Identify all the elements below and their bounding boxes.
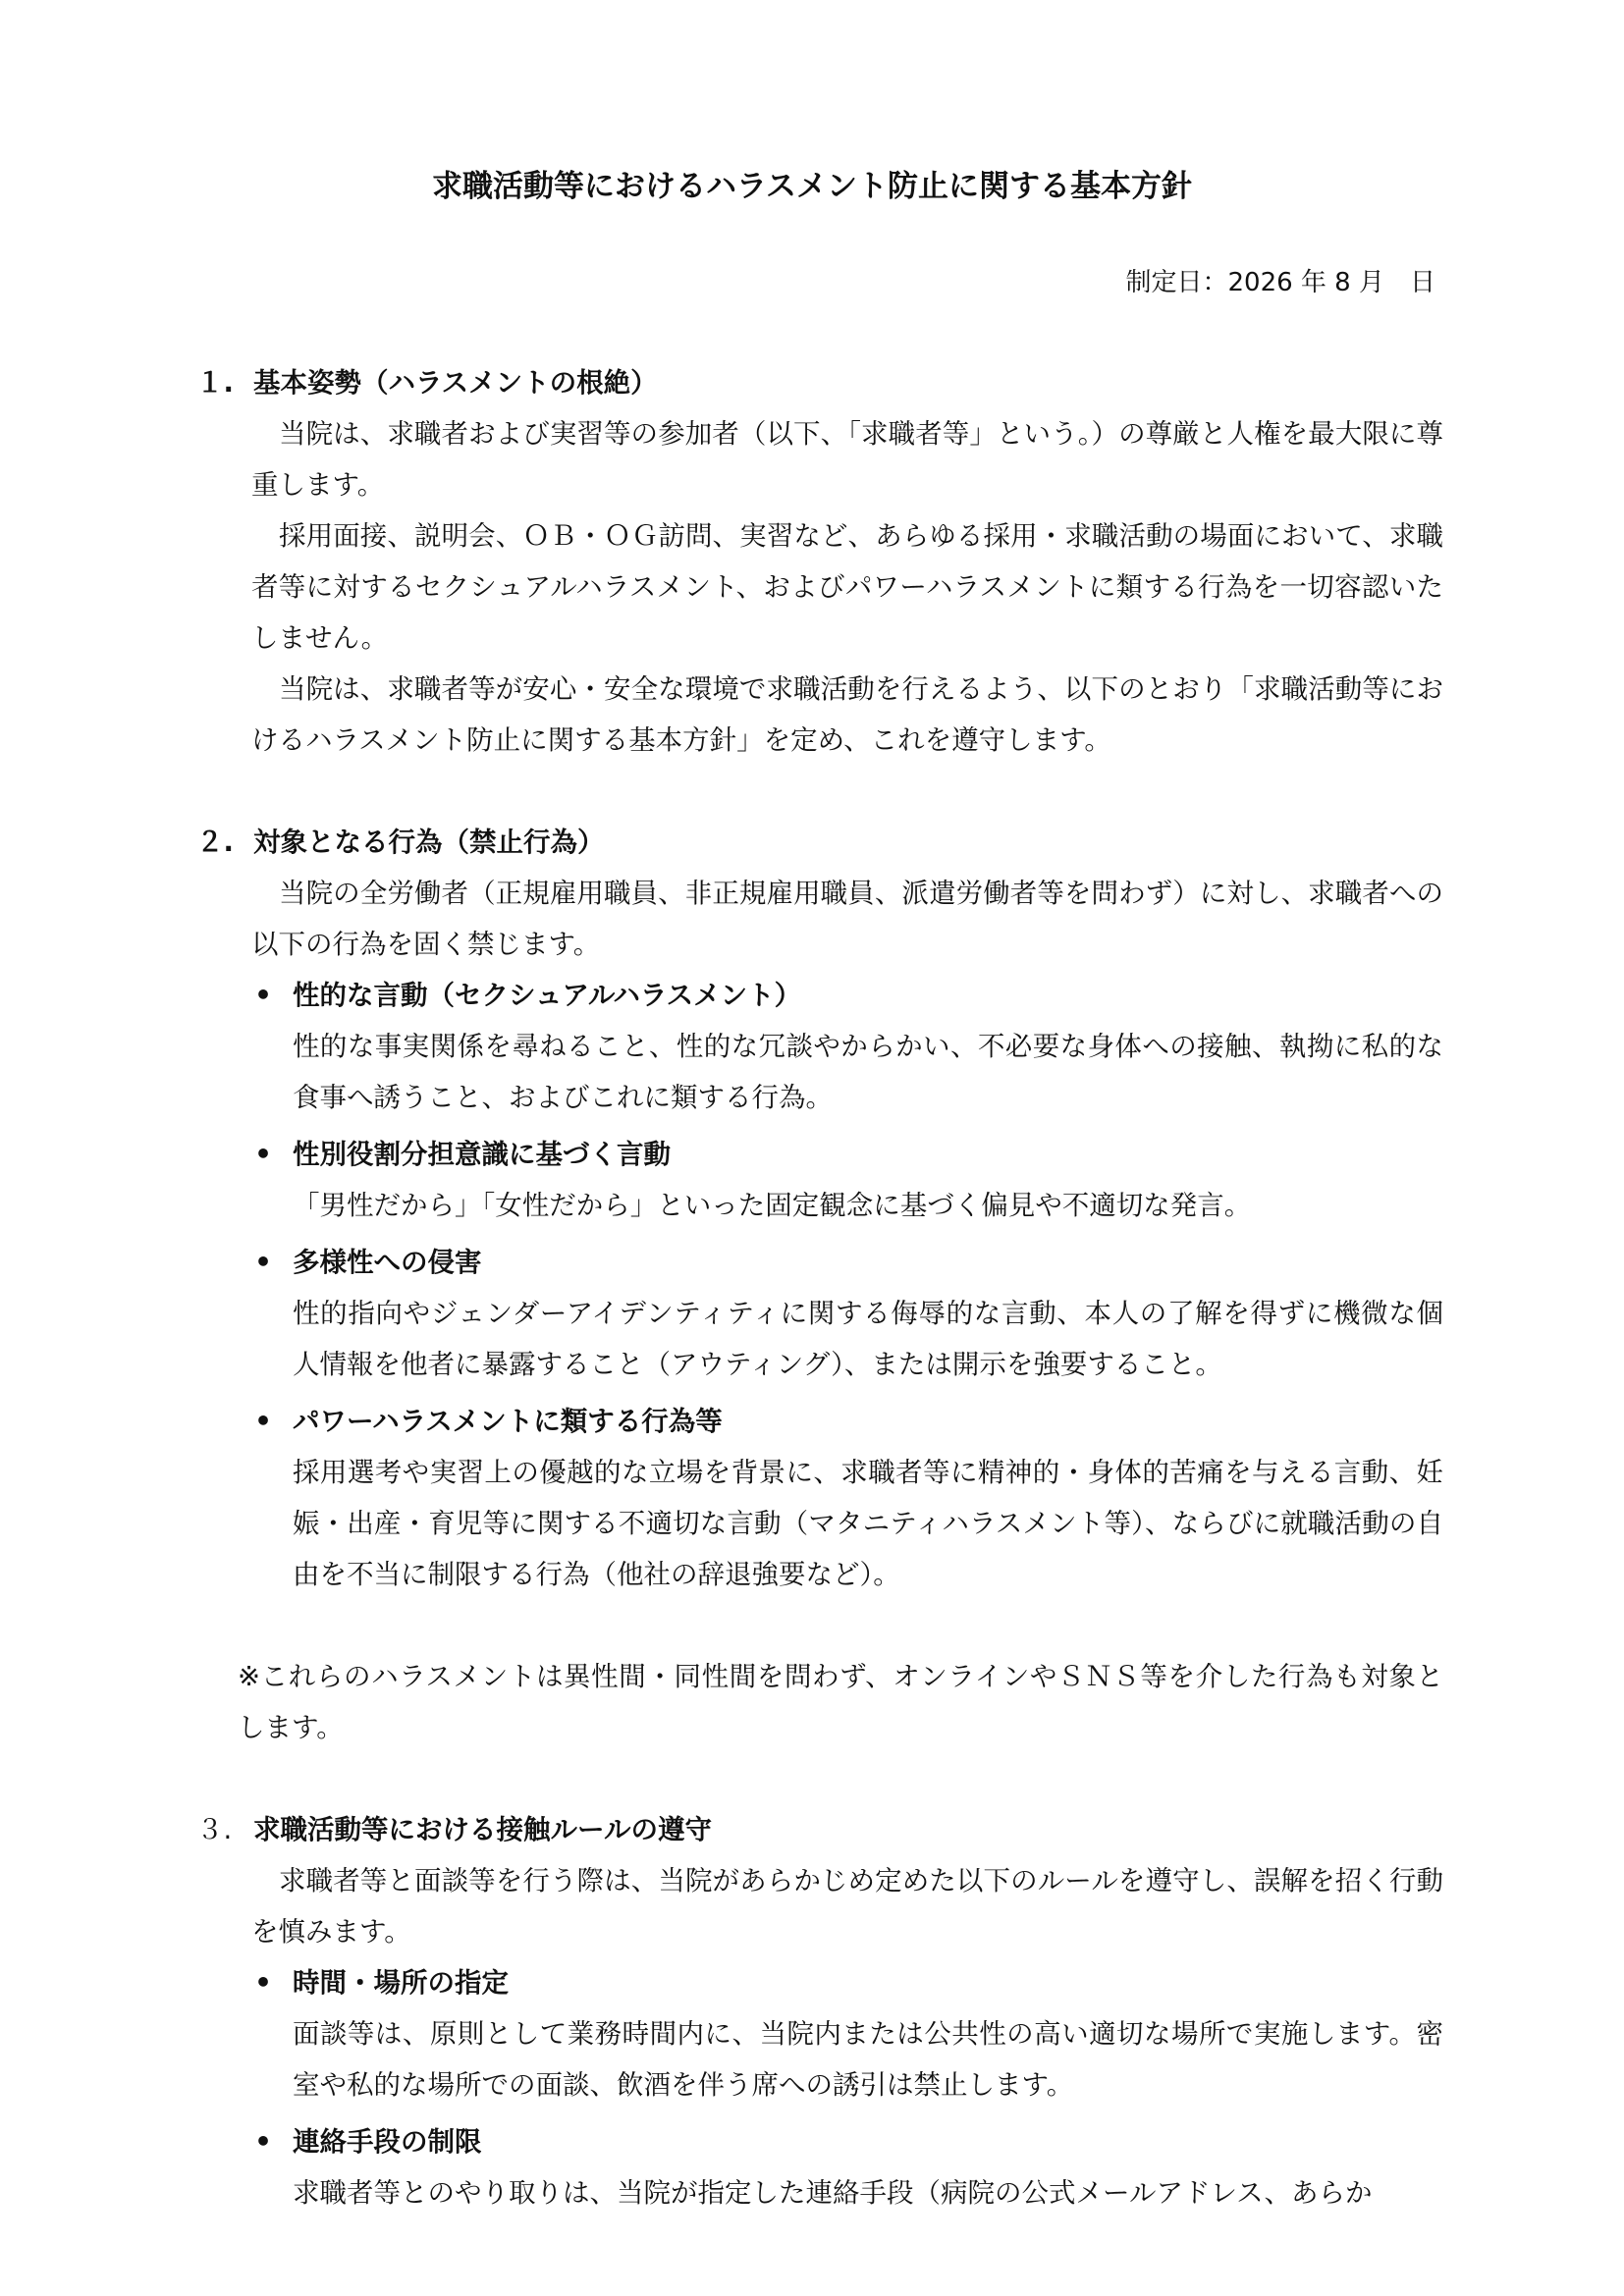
bullet-icon: •: [254, 1967, 272, 1999]
list-item-body: 採用選考や実習上の優越的な立場を背景に、求職者等に精神的・身体的苦痛を与える言動、妊娠・出産・育児等に関する不適切な言動（マタニティハラスメント等）、ならびに就職活動の自由を不当に制限する行為（他社の辞退強要など）。: [293, 1457, 1443, 1590]
section-title: 求職活動等における接触ルールの遵守: [253, 1814, 712, 1845]
bullet-icon: •: [254, 1139, 272, 1170]
section-prohibited-acts: [196, 817, 1443, 1753]
list-item: [251, 2116, 1443, 2218]
paragraph: 採用面接、説明会、ＯＢ・ＯＧ訪問、実習など、あらゆる採用・求職活動の場面において、求職者等に対するセクシュアルハラスメント、およびパワーハラスメントに類する行為を一切容認いたしません。: [251, 520, 1443, 654]
list-item: [251, 1957, 1443, 2110]
bullet-icon: •: [254, 2126, 272, 2158]
list-item-heading: 性別役割分担意識に基づく言動: [293, 1139, 671, 1170]
bullet-icon: •: [254, 980, 272, 1011]
list-item: [251, 1396, 1443, 1600]
section-basic-stance: [196, 357, 1443, 766]
list-item-body: 求職者等とのやり取りは、当院が指定した連絡手段（病院の公式メールアドレス、あらか: [293, 2177, 1373, 2209]
document-body: [196, 357, 1443, 2224]
bullet-icon: •: [254, 1247, 272, 1278]
paragraph: 当院は、求職者等が安心・安全な環境で求職活動を行えるよう、以下のとおり「求職活動等におけるハラスメント防止に関する基本方針」を定め、これを遵守します。: [251, 673, 1443, 756]
enactment-date: 制定日：2026 年 8 月 日: [1125, 268, 1435, 297]
section-number: ２.: [196, 827, 234, 858]
list-item-heading: 性的な言動（セクシュアルハラスメント）: [293, 980, 802, 1011]
section-title: 基本姿勢（ハラスメントの根絶）: [253, 367, 658, 399]
prohibited-acts-list: [196, 970, 1443, 1600]
list-item-heading: 時間・場所の指定: [293, 1967, 509, 1999]
list-item-heading: パワーハラスメントに類する行為等: [293, 1406, 723, 1437]
list-item-body: 「男性だから」「女性だから」といった固定観念に基づく偏見や不適切な発言。: [293, 1190, 1252, 1221]
document-title: 求職活動等におけるハラスメント防止に関する基本方針: [431, 169, 1193, 204]
bullet-icon: •: [254, 1406, 272, 1437]
paragraph: 当院は、求職者および実習等の参加者（以下、「求職者等」という。）の尊厳と人権を最大限に尊重します。: [251, 418, 1443, 501]
list-item-body: 性的指向やジェンダーアイデンティティに関する侮辱的な言動、本人の了解を得ずに機微な個人情報を他者に暴露すること（アウティング）、または開示を強要すること。: [293, 1298, 1443, 1380]
list-item: [251, 970, 1443, 1123]
section-number: ３.: [196, 1814, 233, 1845]
note: ※これらのハラスメントは異性間・同性間を問わず、オンラインやＳＮＳ等を介した行為も対象とします。: [238, 1661, 1443, 1743]
list-item: [251, 1237, 1443, 1390]
section-heading: [196, 1804, 1443, 1855]
paragraph: 当院の全労働者（正規雇用職員、非正規雇用職員、派遣労働者等を問わず）に対し、求職者への以下の行為を固く禁じます。: [251, 878, 1443, 960]
list-item-heading: 多様性への侵害: [293, 1247, 482, 1278]
list-item: [251, 1129, 1443, 1231]
paragraph: 求職者等と面談等を行う際は、当院があらかじめ定めた以下のルールを遵守し、誤解を招く行動を慎みます。: [251, 1865, 1443, 1948]
list-item-body: 面談等は、原則として業務時間内に、当院内または公共性の高い適切な場所で実施します。密室や私的な場所での面談、飲酒を伴う席への誘引は禁止します。: [293, 2018, 1443, 2101]
list-item-body: 性的な事実関係を尋ねること、性的な冗談やからかい、不必要な身体への接触、執拗に私的な食事へ誘うこと、およびこれに類する行為。: [293, 1031, 1443, 1113]
contact-rules-list: [196, 1957, 1443, 2218]
section-heading: [196, 817, 1443, 868]
list-item-heading: 連絡手段の制限: [293, 2126, 482, 2158]
section-contact-rules: [196, 1804, 1443, 2218]
section-number: １.: [196, 367, 234, 399]
section-title: 対象となる行為（禁止行為）: [253, 827, 605, 858]
section-heading: [196, 357, 1443, 408]
